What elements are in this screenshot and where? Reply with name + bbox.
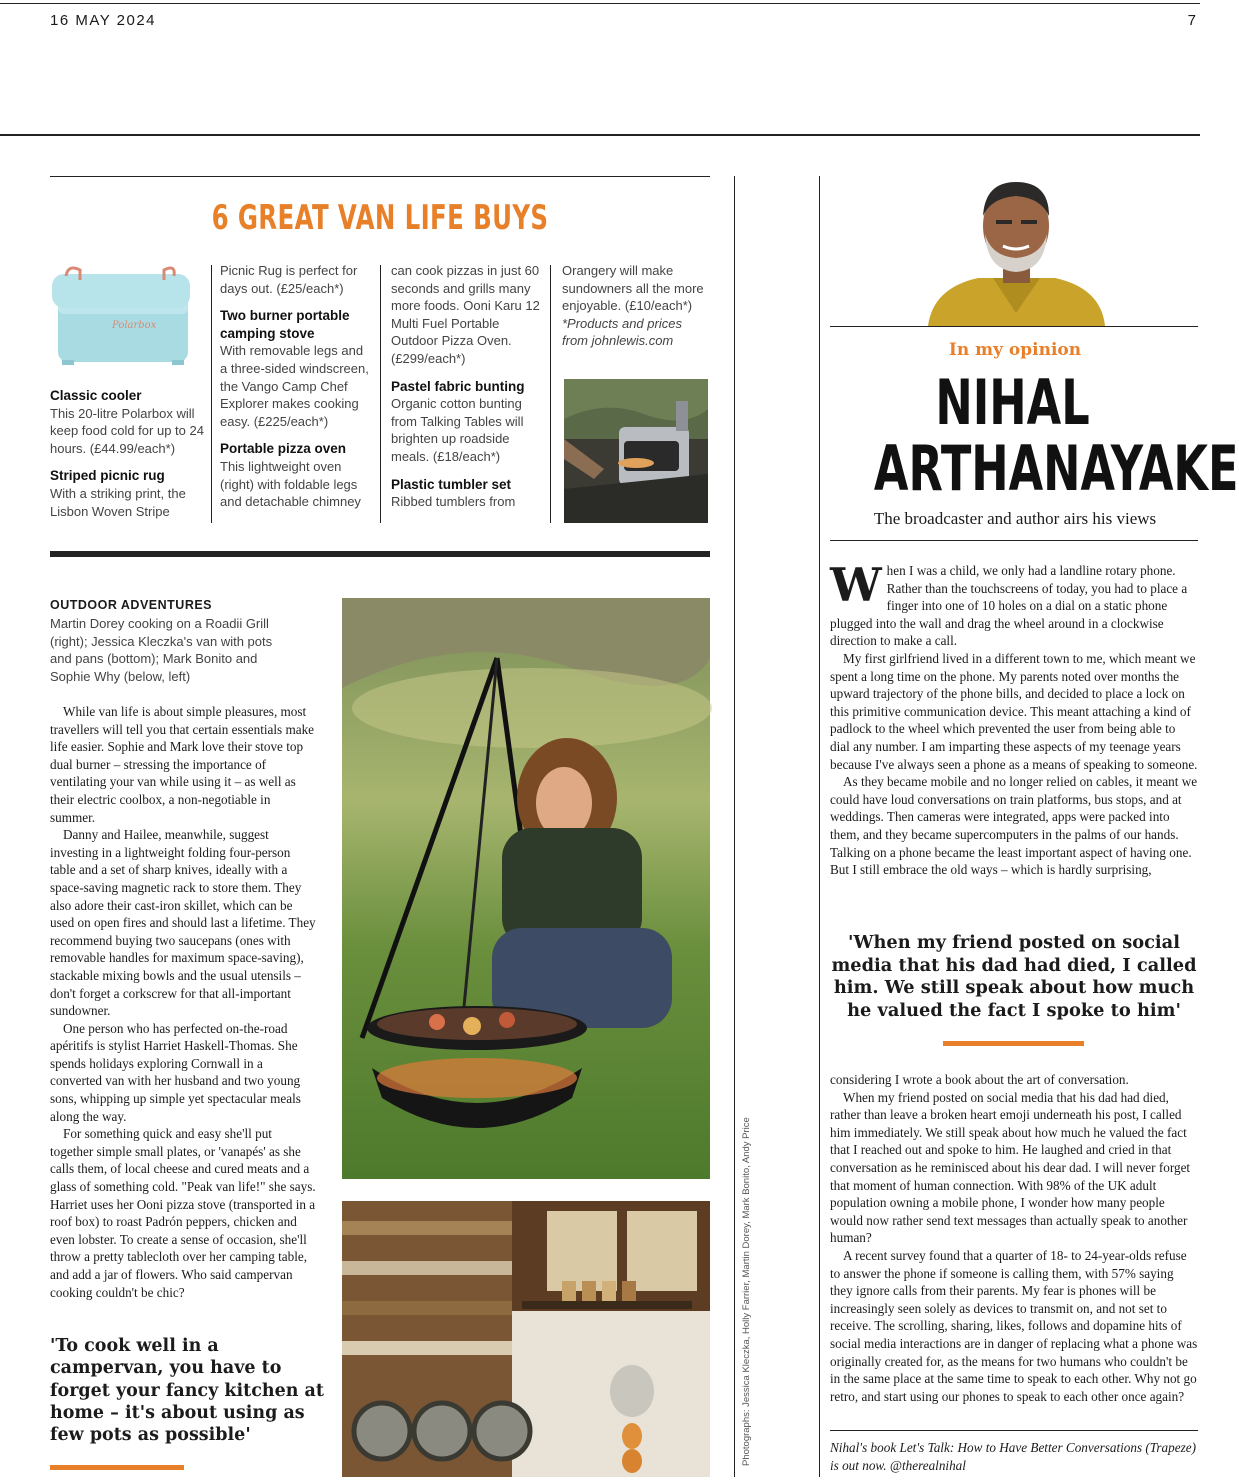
opinion-pull-quote: 'When my friend posted on social media that his dad had died, I called him. We still speak about how much he valued the fact I spoke to him' xyxy=(831,932,1197,1021)
page-number: 7 xyxy=(1187,12,1196,29)
issue-date: 16 MAY 2024 xyxy=(50,12,157,29)
oven-continued: can cook pizzas in just 60 seconds and grills many more foods. Ooni Karu 12 Multi Fuel Portable Outdoor Pizza Oven. (£299/each*) xyxy=(391,263,540,366)
opinion-paragraph: My first girlfriend lived in a different town to me, which meant we spent a long time on the phone. My parents noted over months the upward trajectory of the phone bills, and decided to place a lock on this primitive communication device. This meant attaching a kind of padlock to the wheel which prevented the user from being able to dial any number. I am imparting these aspects of my teenage years because I've always seen a phone as a means of speaking to someone. xyxy=(830,650,1198,772)
author-name-line-1: NIHAL xyxy=(935,366,1090,439)
buys-title: 6 GREAT VAN LIFE BUYS xyxy=(211,198,549,238)
opinion-continuation: considering I wrote a book about the art of conversation. xyxy=(830,1072,1129,1087)
header-bottom-rule xyxy=(0,134,1200,136)
cooler-image xyxy=(50,266,195,366)
buys-column-2 xyxy=(220,262,370,511)
pizza-oven-image xyxy=(564,379,708,523)
photo-credit: Photographs: Jessica Kleczka, Holly Farrier, Martin Dorey, Mark Bonito, Andy Price xyxy=(741,1117,752,1466)
left-pull-quote: 'To cook well in a campervan, you have to forget your fancy kitchen at home – it's about using as few pots as possible' xyxy=(50,1336,324,1446)
portrait-baseline xyxy=(830,326,1198,327)
standfirst: The broadcaster and author airs his views xyxy=(873,509,1157,528)
cooler-heading: Classic cooler xyxy=(50,388,142,403)
header-top-rule xyxy=(0,3,1200,4)
footnote-rule xyxy=(830,1430,1198,1431)
buys-column-4 xyxy=(562,262,710,350)
column-divider-center xyxy=(734,176,735,1477)
opinion-paragraph: A recent survey found that a quarter of 18- to 24-year-olds refuse to answer the phone if someone is calling them, with 57% saying they ignore calls from their parents. My fear is phones will be increasingly seen solely as devices to transmit on, and not set to receive. The scrolling, sharing, likes, follows and dopamine hits of social media interactions are in danger of replacing what a phone was originally created for, as the means for two humans who couldn't be in the same place at the same time to speak to each other. Why not go retro, and start using our phones to speak to each other once again? xyxy=(830,1247,1198,1404)
tumbler-text: Ribbed tumblers from xyxy=(391,494,516,510)
buys-divider-2 xyxy=(380,265,381,523)
products-note: *Products and prices from johnlewis.com xyxy=(562,315,682,349)
opinion-body-bottom xyxy=(830,1071,1198,1405)
opinion-first-paragraph: hen I was a child, we only had a landline rotary phone. Rather than the touchscreens of today, you had to place a finger into one of 10 holes on a dial on a static phone plugged into the wall and drag the wheel around in a clockwise direction to make a call. xyxy=(830,563,1188,649)
bunting-text: Organic cotton bunting from Talking Tables will brighten up roadside meals. (£18/each*) xyxy=(391,396,524,464)
stove-text: With removable legs and a three-sided windscreen, the Vango Camp Chef Explorer makes cooking easy. (£225/each*) xyxy=(220,343,369,429)
rug-continued: Picnic Rug is perfect for days out. (£25/each*) xyxy=(220,263,358,296)
oven-text: This lightweight oven (right) with foldable legs and detachable chimney xyxy=(220,458,361,510)
bunting-heading: Pastel fabric bunting xyxy=(391,378,525,394)
buys-divider-1 xyxy=(211,265,212,523)
opinion-paragraph: As they became mobile and no longer relied on cables, it meant we could have loud conversations on train platforms, bus stops, and at weddings. Then cameras were integrated, apps were packed into them, and they became supercomputers in the palms of our hands. Talking on a phone became the least important aspect of having one. But I still embrace the old ways – which is hardly surprising, xyxy=(830,774,1198,878)
drop-cap: W xyxy=(830,558,882,612)
column-kicker: In my opinion xyxy=(948,340,1082,360)
standfirst-rule xyxy=(830,540,1198,541)
opinion-paragraph: When my friend posted on social media that his dad had died, rather than leave a broken heart emoji underneath his post, I called him immediately. We still speak about how much he valued the fact that I reached out and spoke to him. He laughed and cried in that conversation as he reminisced about his dear dad. I will never forget that moment of human connection. With 98% of the UK adult population owning a mobile phone, I wonder how many people would now rather send text messages than actually speak to another human? xyxy=(830,1089,1191,1246)
buys-column-1 xyxy=(50,387,210,520)
buys-top-rule xyxy=(50,176,710,177)
opinion-quote-bar xyxy=(943,1041,1084,1046)
buys-column-3 xyxy=(391,262,541,511)
tumbler-heading: Plastic tumbler set xyxy=(391,476,512,492)
book-footnote: Nihal's book Let's Talk: How to Have Better Conversations (Trapeze) is out now. @therealnihal xyxy=(830,1440,1196,1473)
caption-text: Martin Dorey cooking on a Roadii Grill (right); Jessica Kleczka's van with pots and pans (bottom); Mark Bonito and Sophie Why (below, left) xyxy=(50,616,273,684)
column-divider-right xyxy=(819,176,820,1477)
author-portrait xyxy=(923,178,1110,326)
caption-heading: OUTDOOR ADVENTURES xyxy=(50,598,213,612)
oven-heading: Portable pizza oven xyxy=(220,441,347,457)
van-kitchen-photo xyxy=(342,1201,710,1477)
author-name-line-2: ARTHANAYAKE xyxy=(873,432,1239,505)
cooler-text: This 20-litre Polarbox will keep food cold for up to 24 hours. (£44.99/each*) xyxy=(50,405,204,456)
rug-text: With a striking print, the Lisbon Woven Stripe xyxy=(50,485,186,519)
left-paragraph: Danny and Hailee, meanwhile, suggest investing in a lightweight folding four-person table and a set of sharp knives, ideally with a space-saving magnetic rack to store them. They also adore their cast-iron skillet, which can be used on open fires and should last a lifetime. They recommend buying two saucepans (ones with removable handles for maximum space-saving), stackable mixing bowls and the usual utensils – don't forget a corkscrew for that all-important sundowner. xyxy=(50,827,316,1019)
grill-photo xyxy=(342,598,710,1179)
buys-divider-3 xyxy=(550,265,551,523)
tumbler-continued: Orangery will make sundowners all the more enjoyable. (£10/each*) xyxy=(562,263,704,314)
cooler-brand-logo: Polarbox xyxy=(112,320,157,331)
rug-heading: Striped picnic rug xyxy=(50,468,165,484)
buys-bottom-rule xyxy=(50,551,710,557)
left-paragraph: One person who has perfected on-the-road apéritifs is stylist Harriet Haskell-Thomas. She spends holidays exploring Cornwall in a converted van with her husband and two young sons, whipping up simple yet spectacular meals along the way. xyxy=(50,1020,301,1124)
left-article-body xyxy=(50,703,318,1301)
left-paragraph: While van life is about simple pleasures, most travellers will tell you that certain essentials make life easier. Sophie and Mark love their stove top dual burner – stressing the importance of ventilating your van while using it – as well as their electric coolbox, a non-negotiable in summer. xyxy=(50,704,315,825)
left-quote-bar xyxy=(50,1465,184,1470)
opinion-body-top xyxy=(830,558,1198,879)
stove-heading: Two burner portable camping stove xyxy=(220,308,350,341)
left-paragraph: For something quick and easy she'll put together simple small plates, or 'vanapés' as she calls them, of local cheese and cured meats and a glass of something cold. "Peak van life!" she says. Harriet uses her Ooni pizza stove (transported in a roof box) to roast Padrón peppers, chicken and even lobster. To create a sense of occasion, she'll throw a pretty tablecloth over her camping table, and add a jar of flowers. Who said campervan cooking couldn't be chic? xyxy=(50,1126,316,1300)
